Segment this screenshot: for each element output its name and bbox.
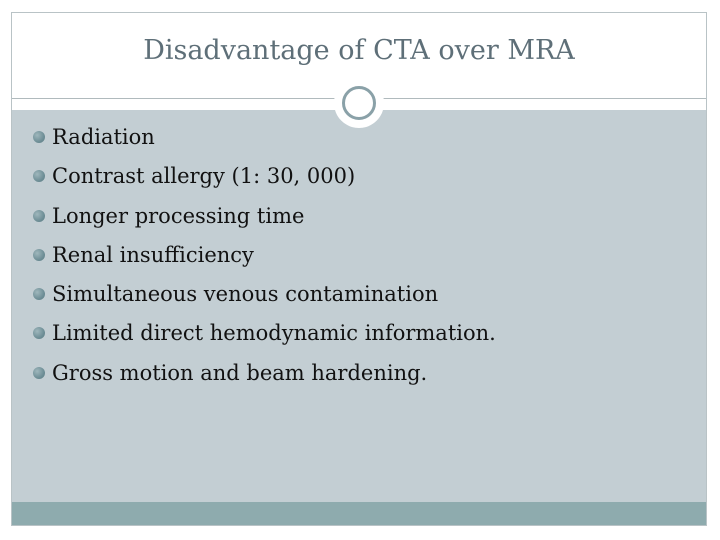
bullet-dot-icon [33,288,45,300]
circle-ring-icon [334,78,384,128]
slide-title: Disadvantage of CTA over MRA [143,35,575,66]
footer-band [12,502,706,525]
list-item [33,163,496,202]
bullet-text: Limited direct hemodynamic information. [52,321,496,346]
list-item [33,124,496,163]
list-item [33,203,496,242]
bullet-dot-icon [33,170,45,182]
bullet-dot-icon [33,327,45,339]
bullet-text: Contrast allergy (1: 30, 000) [52,164,356,189]
list-item [33,281,496,320]
bullet-dot-icon [33,367,45,379]
bullet-dot-icon [33,131,45,143]
bullet-text: Simultaneous venous contamination [52,282,439,307]
bullet-text: Gross motion and beam hardening. [52,360,428,385]
emblem-ring [342,86,376,120]
bullet-text: Longer processing time [52,203,305,228]
list-item [33,242,496,281]
list-item [33,320,496,359]
bullet-dot-icon [33,210,45,222]
bullet-list [33,124,496,399]
bullet-dot-icon [33,249,45,261]
bullet-text: Renal insufficiency [52,242,254,267]
list-item [33,360,496,399]
bullet-text: Radiation [52,125,155,149]
